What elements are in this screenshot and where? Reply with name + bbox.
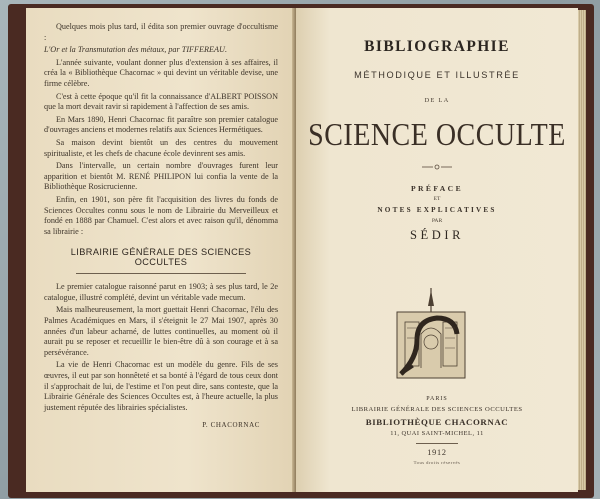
left-section-heading: LIBRAIRIE GÉNÉRALE DES SCIENCES OCCULTES (70, 247, 252, 268)
subtitle-methodique: MÉTHODIQUE ET ILLUSTRÉE (354, 70, 520, 80)
publisher-rule (416, 443, 458, 444)
ornament-icon (422, 163, 452, 171)
cathedral-emblem-icon (391, 288, 471, 384)
left-paragraph: Dans l'intervalle, un certain nombre d'ouvrages furent leur apparition et bientôt M. RENÉ PHILIPON lui confia la vente de la Bibliothèque Rosicrucienne. (44, 161, 278, 192)
book-title-italic: L'Or et la Transmutation des métaux, par TIFFEREAU. (44, 45, 228, 55)
notes-label: NOTES EXPLICATIVES (377, 206, 497, 214)
title-page (296, 8, 578, 492)
publisher-city: PARIS (426, 396, 448, 402)
left-paragraph: C'est à cette époque qu'il fit la connaissance d'ALBERT POISSON que la mort devait ravir si rapidement à l'affection de ses amis. (44, 91, 278, 112)
publisher-address: 11, QUAI SAINT-MICHEL, 11 (390, 430, 484, 437)
par-label: PAR (431, 218, 443, 224)
left-paragraph: Enfin, en 1901, son père fit l'acquisition des livres du fonds de Sciences Occultes connu sous le nom de Librairie du Merveilleux et fondé en 1888 par Chamuel. C'est alors et avec raison qu'il, dénomma sa librairie : (44, 194, 278, 236)
page-edges (578, 10, 586, 490)
left-paragraph (44, 45, 278, 56)
left-paragraph: Le premier catalogue raisonné parut en 1903; à ses plus tard, le 2e catalogue, illustré complété, devint un véritable vade mecum. (44, 282, 278, 302)
publisher-name: BIBLIOTHÈQUE CHACORNAC (365, 417, 509, 427)
left-paragraph: L'année suivante, voulant donner plus d'extension à ses affaires, il créa la « Bibliothèque Chacornac » qui devint un véritable devise, une firme célèbre. (44, 57, 278, 88)
left-paragraph: Mais malheureusement, la mort guettait Henri Chacornac, l'élu des Palmes Académiques en Mars, il s'éteignit le 27 Mai 1907, après 30 années d'un labeur acharné, de luttes continuelles, au moment où il aurait pu se reposer et recueillir le bien-être dû à son courage et à sa persévérance. (44, 305, 278, 357)
left-paragraph: La vie de Henri Chacornac est un modèle du genre. Fils de ses œuvres, il eut par son honnêteté et sa bonté à l'égard de tous ceux dont il s'approchait de lui, de l'estime et l'on peut dire, sans conteste, que la Librairie Générale des Sciences Occultes est, à l'heure actuelle, la plus justement réputée des librairies spécialistes. (44, 360, 278, 412)
rights-notice: Tous droits réservés (413, 460, 461, 465)
left-paragraph: Quelques mois plus tard, il édita son premier ouvrage d'occultisme : (44, 22, 278, 42)
left-page (26, 8, 294, 492)
publisher-line: LIBRAIRIE GÉNÉRALE DES SCIENCES OCCULTES (351, 406, 523, 413)
author-name: SÉDIR (409, 228, 465, 242)
main-title: SCIENCE OCCULTE (308, 117, 566, 154)
heading-rule (76, 273, 246, 274)
et-label: ET (433, 196, 441, 202)
title-bibliographie: BIBLIOGRAPHIE (364, 38, 510, 55)
publication-year: 1912 (427, 448, 447, 457)
signature: P. CHACORNAC (202, 421, 260, 430)
title-de-la: DE LA (424, 97, 450, 104)
left-paragraph: Sa maison devint bientôt un des centres du mouvement spiritualiste, et les chefs de chacune école devinrent ses amis. (44, 137, 278, 158)
left-paragraph: En Mars 1890, Henri Chacornac fit paraître son premier catalogue d'ouvrages anciens et modernes relatifs aux Sciences Hermétiques. (44, 114, 278, 135)
preface-label: PRÉFACE (410, 184, 464, 193)
